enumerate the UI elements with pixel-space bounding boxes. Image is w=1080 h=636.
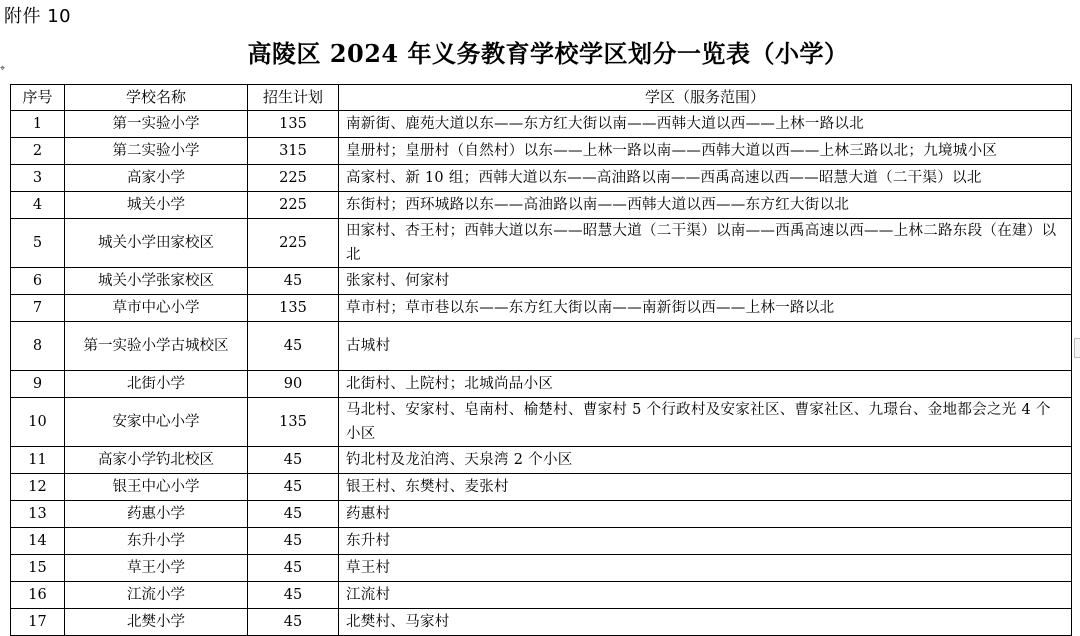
cell-plan: 45: [248, 322, 339, 371]
table-row: [11, 528, 1072, 555]
cell-school: 银王中心小学: [65, 474, 248, 501]
cell-plan: 135: [248, 111, 339, 138]
cell-plan: 315: [248, 138, 339, 165]
cell-school: 药惠小学: [65, 501, 248, 528]
cell-area: 张家村、何家村: [339, 268, 1072, 295]
cell-school: 草市中心小学: [65, 295, 248, 322]
cell-no: 15: [11, 555, 65, 582]
cell-area: 古城村: [339, 322, 1072, 371]
table-row: [11, 111, 1072, 138]
header-plan: 招生计划: [248, 85, 339, 111]
table-row: [11, 474, 1072, 501]
document-title: 高陵区 2024 年义务教育学校学区划分一览表（小学）: [247, 39, 849, 68]
cell-plan: 45: [248, 555, 339, 582]
header-school: 学校名称: [65, 85, 248, 111]
cell-no: 9: [11, 371, 65, 398]
cell-area: 北街村、上院村；北城尚品小区: [339, 371, 1072, 398]
cell-school: 第二实验小学: [65, 138, 248, 165]
cell-area: 银王村、东樊村、麦张村: [339, 474, 1072, 501]
cell-school: 第一实验小学: [65, 111, 248, 138]
table-row: [11, 322, 1072, 371]
table-row: [11, 371, 1072, 398]
cell-school: 江流小学: [65, 582, 248, 609]
cell-plan: 45: [248, 528, 339, 555]
cell-school: 东升小学: [65, 528, 248, 555]
cell-no: 13: [11, 501, 65, 528]
cell-plan: 45: [248, 501, 339, 528]
cell-no: 6: [11, 268, 65, 295]
cell-area: 北樊村、马家村: [339, 609, 1072, 636]
header-no: 序号: [11, 85, 65, 111]
cell-no: 14: [11, 528, 65, 555]
table-row: [11, 447, 1072, 474]
cell-no: 7: [11, 295, 65, 322]
table-row: [11, 398, 1072, 447]
cell-area: 南新街、鹿苑大道以东——东方红大街以南——西韩大道以西——上林一路以北: [339, 111, 1072, 138]
cell-no: 3: [11, 165, 65, 192]
cell-school: 北樊小学: [65, 609, 248, 636]
cell-school: 第一实验小学古城校区: [65, 322, 248, 371]
cell-area: 皇册村；皇册村（自然村）以东——上林一路以南——西韩大道以西——上林三路以北；九境城小区: [339, 138, 1072, 165]
table-row: [11, 555, 1072, 582]
cell-area: 药惠村: [339, 501, 1072, 528]
table-row: [11, 192, 1072, 219]
table-row: [11, 609, 1072, 636]
cell-area: 钓北村及龙泊湾、天泉湾 2 个小区: [339, 447, 1072, 474]
cell-plan: 225: [248, 165, 339, 192]
cell-school: 高家小学: [65, 165, 248, 192]
cell-area: 田家村、杏王村；西韩大道以东——昭慧大道（二干渠）以南——西禹高速以西——上林二路东段（在建）以北: [339, 219, 1072, 268]
cell-plan: 135: [248, 295, 339, 322]
cell-plan: 45: [248, 447, 339, 474]
cell-no: 10: [11, 398, 65, 447]
attachment-label: 附件 10: [4, 6, 72, 27]
anchor-marker-icon: ⌖: [0, 64, 6, 74]
cell-area: 江流村: [339, 582, 1072, 609]
cell-area: 马北村、安家村、皂南村、榆楚村、曹家村 5 个行政村及安家社区、曹家社区、九璟台、金地都会之光 4 个小区: [339, 398, 1072, 447]
cell-school: 城关小学: [65, 192, 248, 219]
cell-plan: 45: [248, 582, 339, 609]
cell-school: 草王小学: [65, 555, 248, 582]
cell-no: 8: [11, 322, 65, 371]
cell-area: 东街村；西环城路以东——高油路以南——西韩大道以西——东方红大街以北: [339, 192, 1072, 219]
cell-area: 草市村；草市巷以东——东方红大街以南——南新街以西——上林一路以北: [339, 295, 1072, 322]
cell-no: 4: [11, 192, 65, 219]
table-header-row: [11, 85, 1072, 111]
cell-plan: 45: [248, 268, 339, 295]
cell-plan: 135: [248, 398, 339, 447]
cell-area: 东升村: [339, 528, 1072, 555]
cell-no: 2: [11, 138, 65, 165]
header-area: 学区（服务范围）: [339, 85, 1072, 111]
cell-no: 5: [11, 219, 65, 268]
table-row: [11, 295, 1072, 322]
cell-plan: 225: [248, 219, 339, 268]
cell-school: 北街小学: [65, 371, 248, 398]
table-row: [11, 219, 1072, 268]
cell-no: 12: [11, 474, 65, 501]
cell-no: 11: [11, 447, 65, 474]
cell-no: 1: [11, 111, 65, 138]
cell-plan: 45: [248, 609, 339, 636]
cell-plan: 90: [248, 371, 339, 398]
cell-no: 17: [11, 609, 65, 636]
cell-area: 草王村: [339, 555, 1072, 582]
cell-school: 城关小学田家校区: [65, 219, 248, 268]
table-row: [11, 165, 1072, 192]
table-row: [11, 582, 1072, 609]
cell-plan: 225: [248, 192, 339, 219]
page-edge-tab: [1074, 338, 1080, 358]
school-district-table: [10, 84, 1072, 636]
table-row: [11, 268, 1072, 295]
cell-plan: 45: [248, 474, 339, 501]
cell-no: 16: [11, 582, 65, 609]
cell-school: 城关小学张家校区: [65, 268, 248, 295]
cell-school: 高家小学钓北校区: [65, 447, 248, 474]
table-row: [11, 501, 1072, 528]
cell-area: 高家村、新 10 组；西韩大道以东——高油路以南——西禹高速以西——昭慧大道（二干渠）以北: [339, 165, 1072, 192]
table-row: [11, 138, 1072, 165]
cell-school: 安家中心小学: [65, 398, 248, 447]
